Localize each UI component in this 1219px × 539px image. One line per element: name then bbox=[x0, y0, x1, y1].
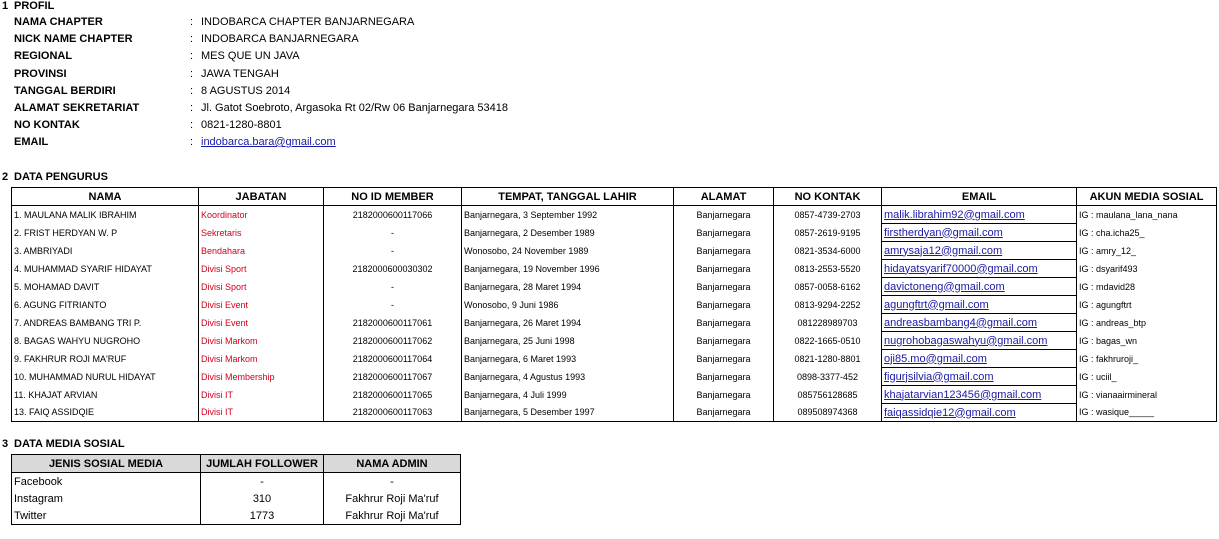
cell-nama: 10. MUHAMMAD NURUL HIDAYAT bbox=[12, 368, 199, 386]
section-pengurus-heading bbox=[2, 171, 108, 183]
pengurus-table-body bbox=[12, 206, 1217, 422]
cell-no-kontak: 089508974368 bbox=[774, 404, 882, 422]
cell-email bbox=[882, 224, 1077, 242]
colon: : bbox=[190, 119, 194, 131]
cell-no-kontak: 0857-4739-2703 bbox=[774, 206, 882, 224]
cell-akun-media-sosial: IG : vianaairmineral bbox=[1077, 386, 1217, 404]
colon: : bbox=[190, 136, 194, 148]
cell-jabatan: Divisi Event bbox=[199, 296, 324, 314]
cell-tempat-tanggal-lahir: Banjarnegara, 3 September 1992 bbox=[462, 206, 674, 224]
cell-akun-media-sosial: IG : amry_12_ bbox=[1077, 242, 1217, 260]
media-jenis: Twitter bbox=[12, 507, 201, 525]
colon: : bbox=[190, 16, 194, 28]
profil-value: INDOBARCA BANJARNEGARA bbox=[201, 33, 359, 45]
media-sosial-table bbox=[11, 454, 461, 525]
cell-alamat: Banjarnegara bbox=[674, 242, 774, 260]
cell-nama: 11. KHAJAT ARVIAN bbox=[12, 386, 199, 404]
cell-email bbox=[882, 404, 1077, 422]
cell-email bbox=[882, 206, 1077, 224]
table-row bbox=[12, 260, 1217, 278]
cell-jabatan: Divisi Markom bbox=[199, 350, 324, 368]
media-admin: Fakhrur Roji Ma'ruf bbox=[324, 507, 461, 525]
cell-nama: 6. AGUNG FITRIANTO bbox=[12, 296, 199, 314]
cell-alamat: Banjarnegara bbox=[674, 368, 774, 386]
cell-id-member: 2182000600030302 bbox=[324, 260, 462, 278]
cell-nama: 9. FAKHRUR ROJI MA'RUF bbox=[12, 350, 199, 368]
email-link[interactable]: figurjsilvia@gmail.com bbox=[884, 370, 994, 383]
cell-jabatan: Divisi Membership bbox=[199, 368, 324, 386]
cell-tempat-tanggal-lahir: Wonosobo, 9 Juni 1986 bbox=[462, 296, 674, 314]
cell-alamat: Banjarnegara bbox=[674, 206, 774, 224]
cell-tempat-tanggal-lahir: Wonosobo, 24 November 1989 bbox=[462, 242, 674, 260]
cell-jabatan: Divisi IT bbox=[199, 386, 324, 404]
media-admin: - bbox=[324, 473, 461, 491]
profil-label: ALAMAT SEKRETARIAT bbox=[14, 102, 140, 114]
cell-id-member: 2182000600117066 bbox=[324, 206, 462, 224]
cell-akun-media-sosial: IG : dsyarif493 bbox=[1077, 260, 1217, 278]
cell-no-kontak: 0821-3534-6000 bbox=[774, 242, 882, 260]
pengurus-table bbox=[11, 187, 1217, 422]
cell-id-member: 2182000600117062 bbox=[324, 332, 462, 350]
email-link[interactable]: oji85.mo@gmail.com bbox=[884, 352, 987, 365]
section-number: 2 bbox=[2, 171, 9, 183]
cell-nama: 5. MOHAMAD DAVIT bbox=[12, 278, 199, 296]
cell-id-member: - bbox=[324, 296, 462, 314]
profil-label: PROVINSI bbox=[14, 68, 67, 80]
colon: : bbox=[190, 33, 194, 45]
cell-email bbox=[882, 296, 1077, 314]
table-row bbox=[12, 404, 1217, 422]
cell-alamat: Banjarnegara bbox=[674, 278, 774, 296]
email-link[interactable]: amrysaja12@gmail.com bbox=[884, 244, 1003, 257]
cell-akun-media-sosial: IG : mdavid28 bbox=[1077, 278, 1217, 296]
profil-value: 0821-1280-8801 bbox=[201, 119, 282, 131]
cell-email bbox=[882, 278, 1077, 296]
cell-alamat: Banjarnegara bbox=[674, 404, 774, 422]
cell-tempat-tanggal-lahir: Banjarnegara, 28 Maret 1994 bbox=[462, 278, 674, 296]
table-row bbox=[12, 224, 1217, 242]
cell-id-member: 2182000600117065 bbox=[324, 386, 462, 404]
cell-akun-media-sosial: IG : cha.icha25_ bbox=[1077, 224, 1217, 242]
cell-no-kontak: 0898-3377-452 bbox=[774, 368, 882, 386]
cell-email bbox=[882, 386, 1077, 404]
profil-value: MES QUE UN JAVA bbox=[201, 50, 300, 62]
cell-akun-media-sosial: IG : wasique_____ bbox=[1077, 404, 1217, 422]
cell-nama: 7. ANDREAS BAMBANG TRI P. bbox=[12, 314, 199, 332]
profil-label: NICK NAME CHAPTER bbox=[14, 33, 133, 45]
cell-email bbox=[882, 368, 1077, 386]
cell-id-member: 2182000600117064 bbox=[324, 350, 462, 368]
media-follower: 310 bbox=[201, 490, 324, 507]
column-header: NAMA bbox=[12, 188, 199, 206]
cell-tempat-tanggal-lahir: Banjarnegara, 26 Maret 1994 bbox=[462, 314, 674, 332]
email-link[interactable]: andreasbambang4@gmail.com bbox=[884, 316, 1038, 329]
cell-jabatan: Divisi Event bbox=[199, 314, 324, 332]
cell-akun-media-sosial: IG : agungftrt bbox=[1077, 296, 1217, 314]
media-admin: Fakhrur Roji Ma'ruf bbox=[324, 490, 461, 507]
table-row bbox=[12, 386, 1217, 404]
section-title: DATA MEDIA SOSIAL bbox=[14, 438, 125, 450]
cell-email bbox=[882, 242, 1077, 260]
cell-no-kontak: 0822-1665-0510 bbox=[774, 332, 882, 350]
email-link[interactable]: davictoneng@gmail.com bbox=[884, 280, 1005, 293]
cell-no-kontak: 0857-2619-9195 bbox=[774, 224, 882, 242]
cell-no-kontak: 081228989703 bbox=[774, 314, 882, 332]
cell-alamat: Banjarnegara bbox=[674, 224, 774, 242]
cell-jabatan: Divisi Sport bbox=[199, 278, 324, 296]
cell-nama: 13. FAIQ ASSIDQIE bbox=[12, 404, 199, 422]
profil-label: NAMA CHAPTER bbox=[14, 16, 103, 28]
column-header: EMAIL bbox=[882, 188, 1077, 206]
profil-label: EMAIL bbox=[14, 136, 49, 148]
table-header-row bbox=[12, 188, 1217, 206]
cell-akun-media-sosial: IG : fakhruroji_ bbox=[1077, 350, 1217, 368]
profil-label: REGIONAL bbox=[14, 50, 73, 62]
cell-tempat-tanggal-lahir: Banjarnegara, 4 Juli 1999 bbox=[462, 386, 674, 404]
table-row bbox=[12, 473, 461, 491]
cell-tempat-tanggal-lahir: Banjarnegara, 19 November 1996 bbox=[462, 260, 674, 278]
cell-nama: 8. BAGAS WAHYU NUGROHO bbox=[12, 332, 199, 350]
table-row bbox=[12, 314, 1217, 332]
media-jenis: Facebook bbox=[12, 473, 201, 491]
cell-id-member: - bbox=[324, 278, 462, 296]
table-row bbox=[12, 242, 1217, 260]
cell-no-kontak: 0821-1280-8801 bbox=[774, 350, 882, 368]
table-row bbox=[12, 507, 461, 525]
media-jenis: Instagram bbox=[12, 490, 201, 507]
cell-id-member: - bbox=[324, 242, 462, 260]
cell-email bbox=[882, 260, 1077, 278]
profil-email-link[interactable]: indobarca.bara@gmail.com bbox=[201, 136, 336, 148]
email-link[interactable]: hidayatsyarif70000@gmail.com bbox=[884, 262, 1038, 275]
cell-id-member: - bbox=[324, 224, 462, 242]
cell-alamat: Banjarnegara bbox=[674, 332, 774, 350]
cell-nama: 1. MAULANA MALIK IBRAHIM bbox=[12, 206, 199, 224]
cell-no-kontak: 085756128685 bbox=[774, 386, 882, 404]
cell-tempat-tanggal-lahir: Banjarnegara, 2 Desember 1989 bbox=[462, 224, 674, 242]
profil-label: TANGGAL BERDIRI bbox=[14, 85, 116, 97]
cell-no-kontak: 0857-0058-6162 bbox=[774, 278, 882, 296]
section-media-heading bbox=[2, 438, 125, 450]
column-header: AKUN MEDIA SOSIAL bbox=[1077, 188, 1217, 206]
email-link[interactable]: nugrohobagaswahyu@gmail.com bbox=[884, 334, 1048, 347]
cell-jabatan: Koordinator bbox=[199, 206, 324, 224]
cell-jabatan: Sekretaris bbox=[199, 224, 324, 242]
cell-id-member: 2182000600117063 bbox=[324, 404, 462, 422]
cell-jabatan: Divisi Sport bbox=[199, 260, 324, 278]
colon: : bbox=[190, 50, 194, 62]
table-row bbox=[12, 332, 1217, 350]
cell-id-member: 2182000600117067 bbox=[324, 368, 462, 386]
cell-email bbox=[882, 332, 1077, 350]
cell-id-member: 2182000600117061 bbox=[324, 314, 462, 332]
column-header: JENIS SOSIAL MEDIA bbox=[12, 455, 201, 473]
cell-jabatan: Divisi IT bbox=[199, 404, 324, 422]
email-link[interactable]: malik.librahim92@gmail.com bbox=[884, 208, 1025, 221]
cell-akun-media-sosial: IG : andreas_btp bbox=[1077, 314, 1217, 332]
cell-alamat: Banjarnegara bbox=[674, 260, 774, 278]
column-header: JUMLAH FOLLOWER bbox=[201, 455, 324, 473]
table-row bbox=[12, 206, 1217, 224]
media-follower: 1773 bbox=[201, 507, 324, 525]
cell-akun-media-sosial: IG : bagas_wn bbox=[1077, 332, 1217, 350]
section-number: 3 bbox=[2, 438, 9, 450]
profil-value: JAWA TENGAH bbox=[201, 68, 279, 80]
profil-value: 8 AGUSTUS 2014 bbox=[201, 85, 291, 97]
cell-no-kontak: 0813-9294-2252 bbox=[774, 296, 882, 314]
cell-akun-media-sosial: IG : uciil_ bbox=[1077, 368, 1217, 386]
cell-jabatan: Divisi Markom bbox=[199, 332, 324, 350]
colon: : bbox=[190, 68, 194, 80]
profil-label: NO KONTAK bbox=[14, 119, 80, 131]
section-title: DATA PENGURUS bbox=[14, 171, 108, 183]
cell-alamat: Banjarnegara bbox=[674, 314, 774, 332]
email-link[interactable]: firstherdyan@gmail.com bbox=[884, 226, 1003, 239]
table-row bbox=[12, 368, 1217, 386]
profil-value: INDOBARCA CHAPTER BANJARNEGARA bbox=[201, 16, 415, 28]
cell-nama: 2. FRIST HERDYAN W. P bbox=[12, 224, 199, 242]
cell-alamat: Banjarnegara bbox=[674, 296, 774, 314]
section-number: 1 bbox=[2, 0, 9, 12]
cell-alamat: Banjarnegara bbox=[674, 386, 774, 404]
cell-email bbox=[882, 350, 1077, 368]
cell-tempat-tanggal-lahir: Banjarnegara, 25 Juni 1998 bbox=[462, 332, 674, 350]
table-row bbox=[12, 278, 1217, 296]
table-header-row bbox=[12, 455, 461, 473]
cell-jabatan: Bendahara bbox=[199, 242, 324, 260]
cell-email bbox=[882, 314, 1077, 332]
media-follower: - bbox=[201, 473, 324, 491]
column-header: ALAMAT bbox=[674, 188, 774, 206]
table-row bbox=[12, 350, 1217, 368]
table-row bbox=[12, 296, 1217, 314]
column-header: NO KONTAK bbox=[774, 188, 882, 206]
column-header: NO ID MEMBER bbox=[324, 188, 462, 206]
column-header: JABATAN bbox=[199, 188, 324, 206]
email-link[interactable]: faiqassidqie12@gmail.com bbox=[884, 406, 1016, 419]
cell-tempat-tanggal-lahir: Banjarnegara, 4 Agustus 1993 bbox=[462, 368, 674, 386]
cell-akun-media-sosial: IG : maulana_lana_nana bbox=[1077, 206, 1217, 224]
section-title: PROFIL bbox=[14, 0, 55, 12]
column-header: NAMA ADMIN bbox=[324, 455, 461, 473]
table-row bbox=[12, 490, 461, 507]
email-link[interactable]: agungftrt@gmail.com bbox=[884, 298, 989, 311]
profil-value: Jl. Gatot Soebroto, Argasoka Rt 02/Rw 06 Banjarnegara 53418 bbox=[201, 102, 508, 114]
cell-nama: 4. MUHAMMAD SYARIF HIDAYAT bbox=[12, 260, 199, 278]
cell-tempat-tanggal-lahir: Banjarnegara, 5 Desember 1997 bbox=[462, 404, 674, 422]
cell-alamat: Banjarnegara bbox=[674, 350, 774, 368]
email-link[interactable]: khajatarvian123456@gmail.com bbox=[884, 388, 1042, 401]
cell-no-kontak: 0813-2553-5520 bbox=[774, 260, 882, 278]
cell-nama: 3. AMBRIYADI bbox=[12, 242, 199, 260]
colon: : bbox=[190, 85, 194, 97]
colon: : bbox=[190, 102, 194, 114]
section-profil-heading bbox=[2, 0, 54, 12]
column-header: TEMPAT, TANGGAL LAHIR bbox=[462, 188, 674, 206]
cell-tempat-tanggal-lahir: Banjarnegara, 6 Maret 1993 bbox=[462, 350, 674, 368]
